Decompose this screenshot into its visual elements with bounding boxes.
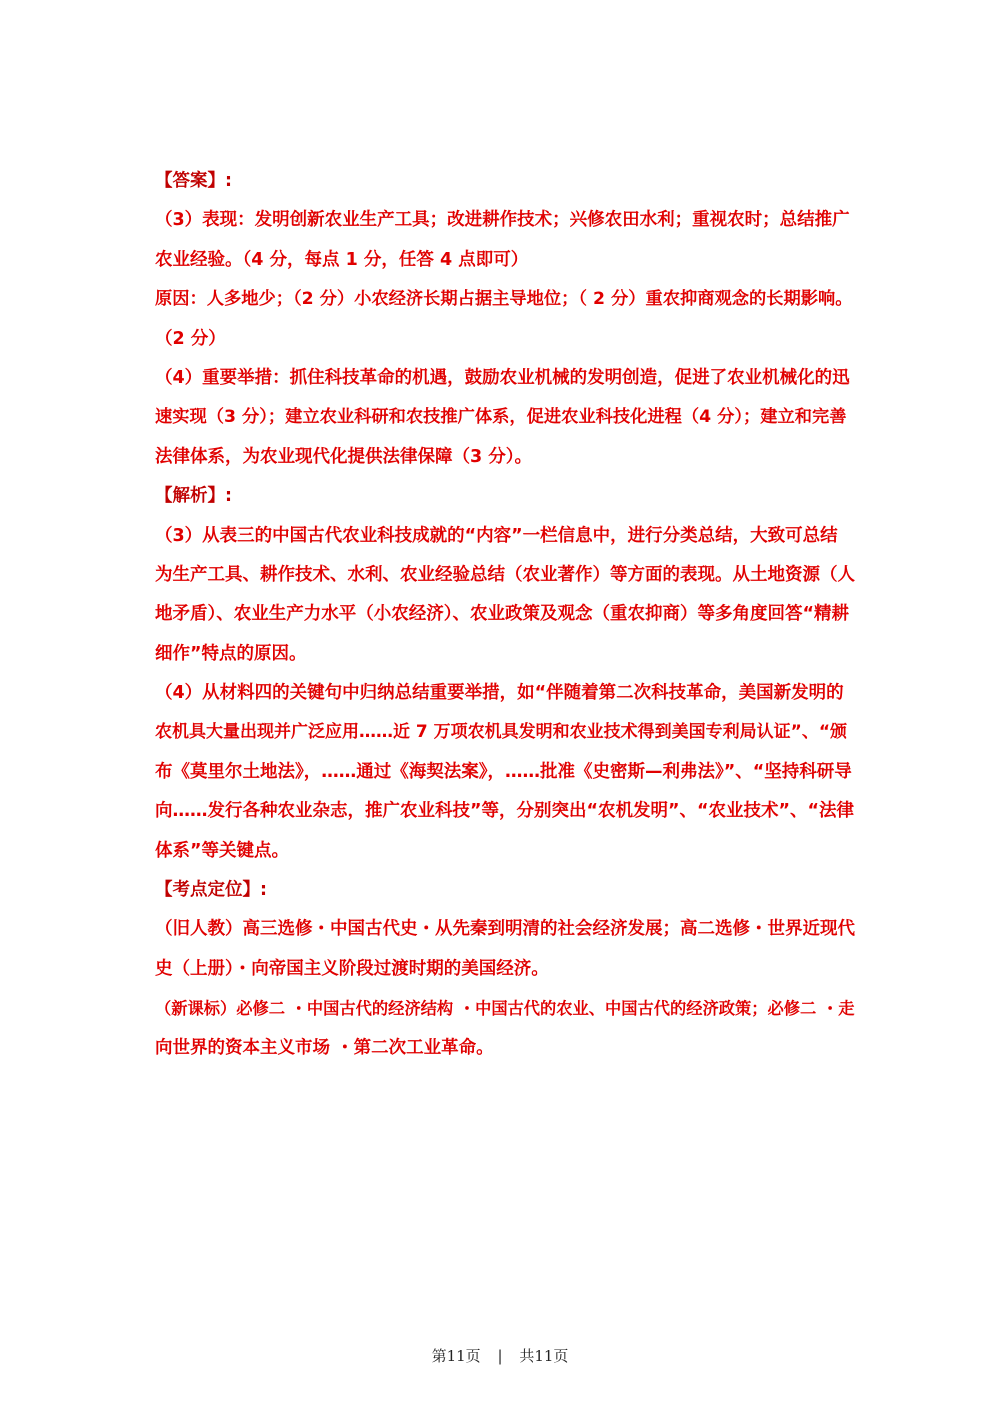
analysis-line: 农机具大量出现并广泛应用……近 7 万项农机具发明和农业技术得到美国专利局认证”、“颁	[155, 722, 848, 743]
exam-points-section	[155, 910, 855, 1068]
answer-line: 农业经验。（4 分，每点 1 分，任答 4 点即可）	[155, 249, 529, 270]
exam-points-heading: 【考点定位】:	[155, 880, 267, 901]
analysis-line: 地矛盾）、农业生产力水平（小农经济）、农业政策及观念（重农抑商）等多角度回答“精耕	[155, 604, 849, 625]
page-total: 共11页	[519, 1347, 569, 1365]
analysis-line: （4）从材料四的关键句中归纳总结重要举措，如“伴随着第二次科技革命，美国新发明的	[155, 683, 844, 704]
exam-point-line: 向世界的资本主义市场 ・第二次工业革命。	[155, 1037, 494, 1058]
exam-point-line: （新课标）必修二 ・中国古代的经济结构 ・中国古代的农业、中国古代的经济政策；必修二 ・走	[155, 999, 855, 1019]
answer-heading: 【答案】:	[155, 171, 232, 191]
answer-line: 原因：人多地少；（2 分）小农经济长期占据主导地位；（ 2 分）重农抑商观念的长期影响。	[155, 289, 853, 310]
answer-line: （4）重要举措：抓住科技革命的机遇，鼓励农业机械的发明创造，促进了农业机械化的迅	[155, 367, 850, 388]
analysis-line: 体系”等关键点。	[155, 840, 290, 861]
analysis-section	[155, 517, 855, 872]
analysis-heading: 【解析】:	[155, 486, 232, 507]
answer-section	[155, 201, 855, 477]
footer-separator: |	[497, 1347, 503, 1365]
answer-line: 法律体系，为农业现代化提供法律保障（3 分）。	[155, 446, 533, 467]
answer-line: （2 分）	[155, 328, 226, 349]
page-footer	[0, 1345, 1000, 1366]
page-number: 第11页	[431, 1347, 481, 1365]
answer-line: （3）表现：发明创新农业生产工具；改进耕作技术；兴修农田水利；重视农时；总结推广	[155, 210, 850, 231]
analysis-line: 细作”特点的原因。	[155, 643, 307, 664]
exam-point-line: （旧人教）高三选修・中国古代史・从先秦到明清的社会经济发展；高二选修・世界近现代	[155, 919, 855, 940]
exam-point-line: 史（上册）・向帝国主义阶段过渡时期的美国经济。	[155, 958, 549, 979]
analysis-line: 布《莫里尔土地法》，……通过《海契法案》，……批准《史密斯—利弗法》”、“坚持科研导	[155, 761, 852, 782]
document-body	[155, 162, 855, 1068]
answer-line: 速实现（3 分）；建立农业科研和农技推广体系，促进农业科技化进程（4 分）；建立和完善	[155, 407, 847, 428]
analysis-line: 向……发行各种农业杂志，推广农业科技”等，分别突出“农机发明”、“农业技术”、“法律	[155, 801, 855, 822]
analysis-line: 为生产工具、耕作技术、水利、农业经验总结（农业著作）等方面的表现。从土地资源（人	[155, 564, 855, 585]
analysis-line: （3）从表三的中国古代农业科技成就的“内容”一栏信息中，进行分类总结，大致可总结	[155, 525, 838, 546]
